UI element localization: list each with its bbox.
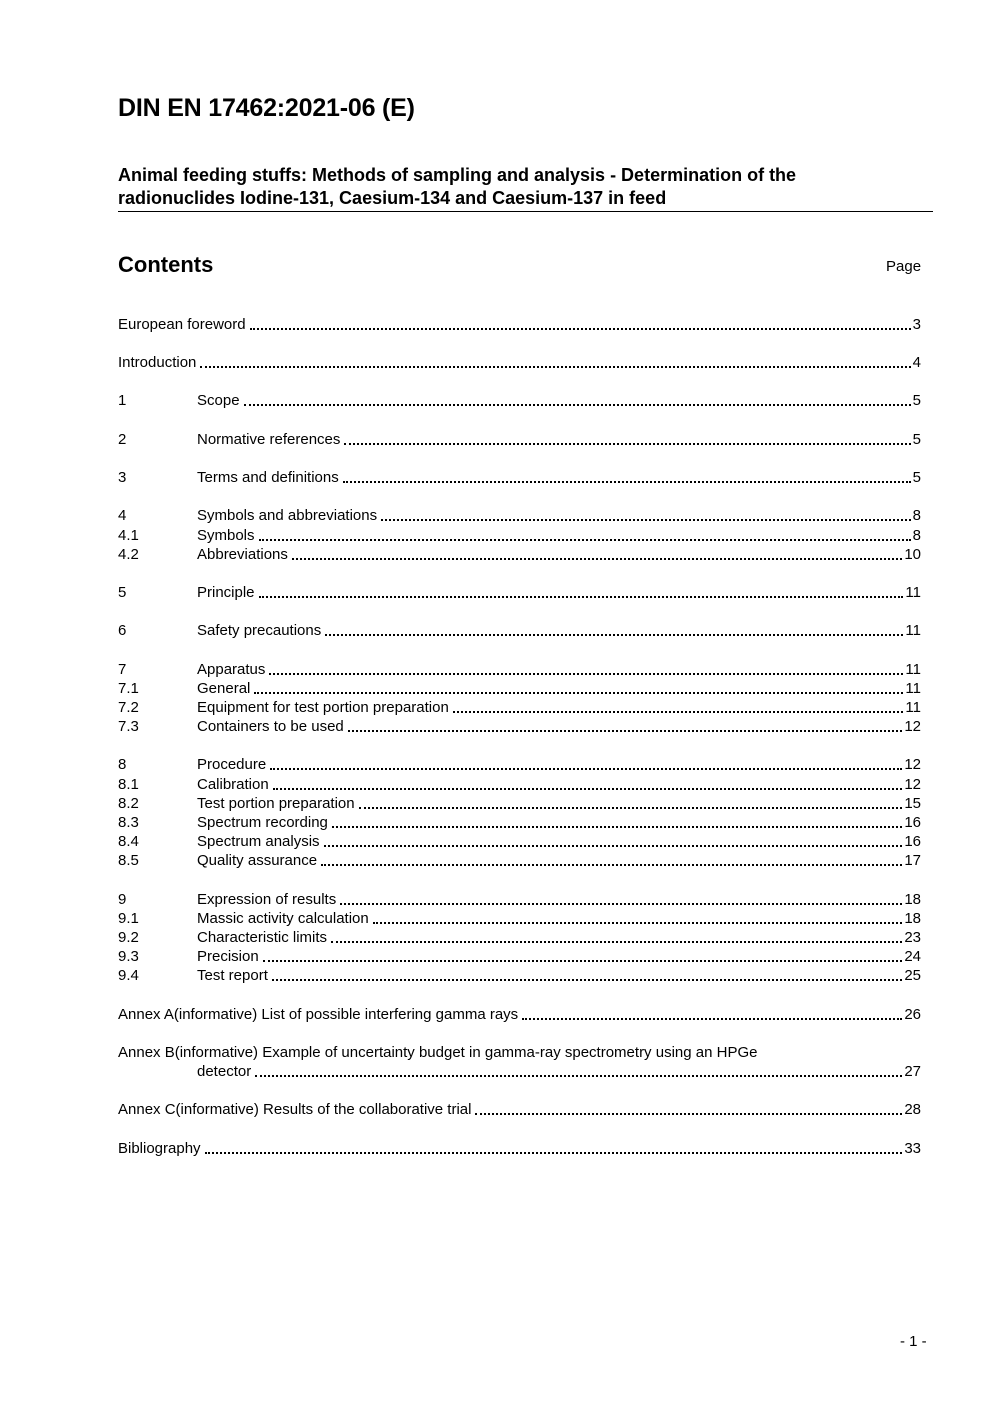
toc-entry-number: 1 (118, 392, 127, 409)
footer-page-number: - 1 - (900, 1333, 927, 1350)
toc-entry-number: 9.3 (118, 948, 139, 965)
toc-entry[interactable] (118, 468, 921, 488)
toc-leader-dots (453, 711, 904, 713)
toc-entry-title: Quality assurance (197, 852, 318, 869)
toc-entry[interactable] (118, 928, 921, 948)
toc-leader-dots (273, 788, 903, 790)
document-title-line-2: radionuclides Iodine-131, Caesium-134 and Caesium-137 in feed (118, 188, 667, 208)
toc-entry-page: 8 (912, 507, 921, 524)
toc-entry[interactable] (118, 1100, 921, 1120)
toc-entry-page: 15 (904, 795, 921, 812)
toc-entry-title: Introduction (118, 354, 197, 371)
toc-entry-title: Precision (197, 948, 259, 965)
toc-entry-page: 11 (905, 680, 921, 697)
toc-entry[interactable] (118, 851, 921, 871)
toc-entry-title: European foreword (118, 316, 246, 333)
toc-leader-dots (344, 443, 910, 445)
toc-entry[interactable] (118, 545, 921, 565)
contents-heading: Contents (118, 252, 214, 277)
toc-entry-number: 4.1 (118, 527, 139, 544)
toc-leader-dots (200, 366, 910, 368)
toc-entry-page: 5 (912, 392, 921, 409)
toc-entry[interactable] (118, 1005, 921, 1025)
toc-leader-dots (292, 558, 902, 560)
toc-entry[interactable] (118, 391, 921, 411)
toc-leader-dots (348, 730, 903, 732)
toc-entry-page: 5 (912, 431, 921, 448)
toc-leader-dots (254, 692, 903, 694)
toc-entry[interactable] (118, 890, 921, 910)
toc-leader-dots (475, 1113, 902, 1115)
toc-leader-dots (324, 845, 903, 847)
toc-entry-page: 11 (905, 622, 921, 639)
toc-entry-number: 5 (118, 584, 127, 601)
toc-entry-page: 28 (904, 1101, 921, 1118)
toc-entry-page: 5 (912, 469, 921, 486)
toc-entry-number: 4 (118, 507, 127, 524)
toc-entry-page: 26 (904, 1006, 921, 1023)
toc-entry-number: 8.2 (118, 795, 139, 812)
toc-entry-title: Test portion preparation (197, 795, 355, 812)
toc-entry-title: Normative references (197, 431, 341, 448)
document-id: DIN EN 17462:2021-06 (E) (118, 94, 415, 122)
toc-leader-dots (244, 404, 911, 406)
toc-leader-dots (331, 941, 902, 943)
toc-entry-title: Annex A(informative) List of possible interfering gamma rays (118, 1006, 519, 1023)
toc-leader-dots (272, 979, 902, 981)
toc-leader-dots (381, 519, 911, 521)
toc-entry-page: 11 (905, 699, 921, 716)
toc-entry-page: 12 (904, 718, 921, 735)
toc-entry-page: 23 (904, 929, 921, 946)
toc-entry-title: Bibliography (118, 1140, 201, 1157)
toc-entry-title: Containers to be used (197, 718, 344, 735)
toc-entry[interactable] (118, 583, 921, 603)
toc-entry-title: Procedure (197, 756, 267, 773)
toc-leader-dots (259, 596, 904, 598)
toc-entry-title[interactable]: Annex B(informative) Example of uncertainty budget in gamma-ray spectrometry using an HPGe (118, 1044, 758, 1061)
toc-entry-number: 9.4 (118, 967, 139, 984)
toc-entry[interactable] (118, 660, 921, 680)
toc-leader-dots (321, 864, 902, 866)
toc-entry[interactable] (118, 966, 921, 986)
toc-entry-number: 8.3 (118, 814, 139, 831)
toc-entry-page: 10 (904, 546, 921, 563)
toc-entry-page: 17 (904, 852, 921, 869)
toc-entry-page: 3 (912, 316, 921, 333)
toc-leader-dots (325, 634, 903, 636)
toc-entry[interactable] (118, 813, 921, 833)
toc-entry[interactable] (118, 794, 921, 814)
toc-entry-number: 7.2 (118, 699, 139, 716)
toc-entry[interactable] (118, 947, 921, 967)
toc-entry[interactable] (118, 755, 921, 775)
toc-leader-dots (263, 960, 903, 962)
toc-leader-dots (270, 768, 902, 770)
toc-entry-page: 11 (905, 584, 921, 601)
toc-entry[interactable] (118, 621, 921, 641)
toc-entry-title: Characteristic limits (197, 929, 328, 946)
toc-entry[interactable] (118, 909, 921, 929)
toc-entry-title: Abbreviations (197, 546, 288, 563)
toc-entry[interactable] (118, 315, 921, 335)
toc-leader-dots (359, 807, 903, 809)
toc-entry[interactable] (118, 775, 921, 795)
toc-entry-number: 8.1 (118, 776, 139, 793)
toc-entry-title: Principle (197, 584, 255, 601)
toc-entry-title: Apparatus (197, 661, 266, 678)
toc-entry-title: Symbols (197, 527, 255, 544)
toc-entry-page: 11 (905, 661, 921, 678)
toc-entry-title: Spectrum recording (197, 814, 328, 831)
toc-entry[interactable] (118, 717, 921, 737)
toc-entry-title: Scope (197, 392, 240, 409)
toc-entry-title: Safety precautions (197, 622, 322, 639)
toc-entry-number: 7 (118, 661, 127, 678)
toc-entry-title: General (197, 680, 251, 697)
toc-entry-title: Spectrum analysis (197, 833, 320, 850)
toc-entry-number: 2 (118, 431, 127, 448)
toc-entry-title: Expression of results (197, 891, 337, 908)
toc-entry-number: 7.1 (118, 680, 139, 697)
toc-entry[interactable] (118, 1062, 921, 1082)
toc-entry-page: 25 (904, 967, 921, 984)
toc-entry[interactable] (118, 526, 921, 546)
toc-entry-page: 18 (904, 910, 921, 927)
toc-entry-number: 9.1 (118, 910, 139, 927)
toc-entry-title: Calibration (197, 776, 269, 793)
toc-entry-page: 33 (904, 1140, 921, 1157)
toc-entry-number: 9.2 (118, 929, 139, 946)
document-title (118, 164, 933, 212)
toc-entry[interactable] (118, 698, 921, 718)
toc-entry-page: 12 (904, 776, 921, 793)
toc-entry-number: 8 (118, 756, 127, 773)
toc-leader-dots (259, 539, 911, 541)
toc-entry-page: 16 (904, 814, 921, 831)
toc-entry-title: Symbols and abbreviations (197, 507, 378, 524)
toc-leader-dots (340, 903, 902, 905)
toc-entry-continuation: detector (197, 1063, 252, 1080)
toc-entry-page: 18 (904, 891, 921, 908)
toc-leader-dots (343, 481, 911, 483)
toc-entry[interactable] (118, 430, 921, 450)
toc-entry[interactable] (118, 353, 921, 373)
toc-leader-dots (205, 1152, 903, 1154)
toc-leader-dots (255, 1075, 902, 1077)
toc-entry[interactable] (118, 506, 921, 526)
toc-leader-dots (269, 673, 903, 675)
toc-entry-title: Terms and definitions (197, 469, 339, 486)
toc-entry-page: 12 (904, 756, 921, 773)
toc-entry-title: Equipment for test portion preparation (197, 699, 449, 716)
toc-entry[interactable] (118, 1139, 921, 1159)
toc-entry-number: 4.2 (118, 546, 139, 563)
toc-leader-dots (373, 922, 903, 924)
toc-entry-page: 16 (904, 833, 921, 850)
toc-entry-number: 3 (118, 469, 127, 486)
toc-entry-number: 9 (118, 891, 127, 908)
toc-entry-page: 27 (904, 1063, 921, 1080)
toc-leader-dots (332, 826, 902, 828)
toc-leader-dots (250, 328, 911, 330)
toc-entry-title: Massic activity calculation (197, 910, 369, 927)
toc-entry[interactable] (118, 679, 921, 699)
toc-entry-page: 24 (904, 948, 921, 965)
toc-entry-number: 6 (118, 622, 127, 639)
toc-entry-title: Annex C(informative) Results of the collaborative trial (118, 1101, 472, 1118)
toc-entry-page: 4 (912, 354, 921, 371)
toc-entry-number: 7.3 (118, 718, 139, 735)
toc-entry-number: 8.5 (118, 852, 139, 869)
page-column-label: Page (886, 258, 922, 275)
document-title-line-1: Animal feeding stuffs: Methods of sampling and analysis - Determination of the (118, 165, 797, 185)
toc-entry[interactable] (118, 832, 921, 852)
toc-entry-number: 8.4 (118, 833, 139, 850)
toc-entry-title: Test report (197, 967, 268, 984)
toc-leader-dots (522, 1018, 902, 1020)
toc-entry-page: 8 (912, 527, 921, 544)
